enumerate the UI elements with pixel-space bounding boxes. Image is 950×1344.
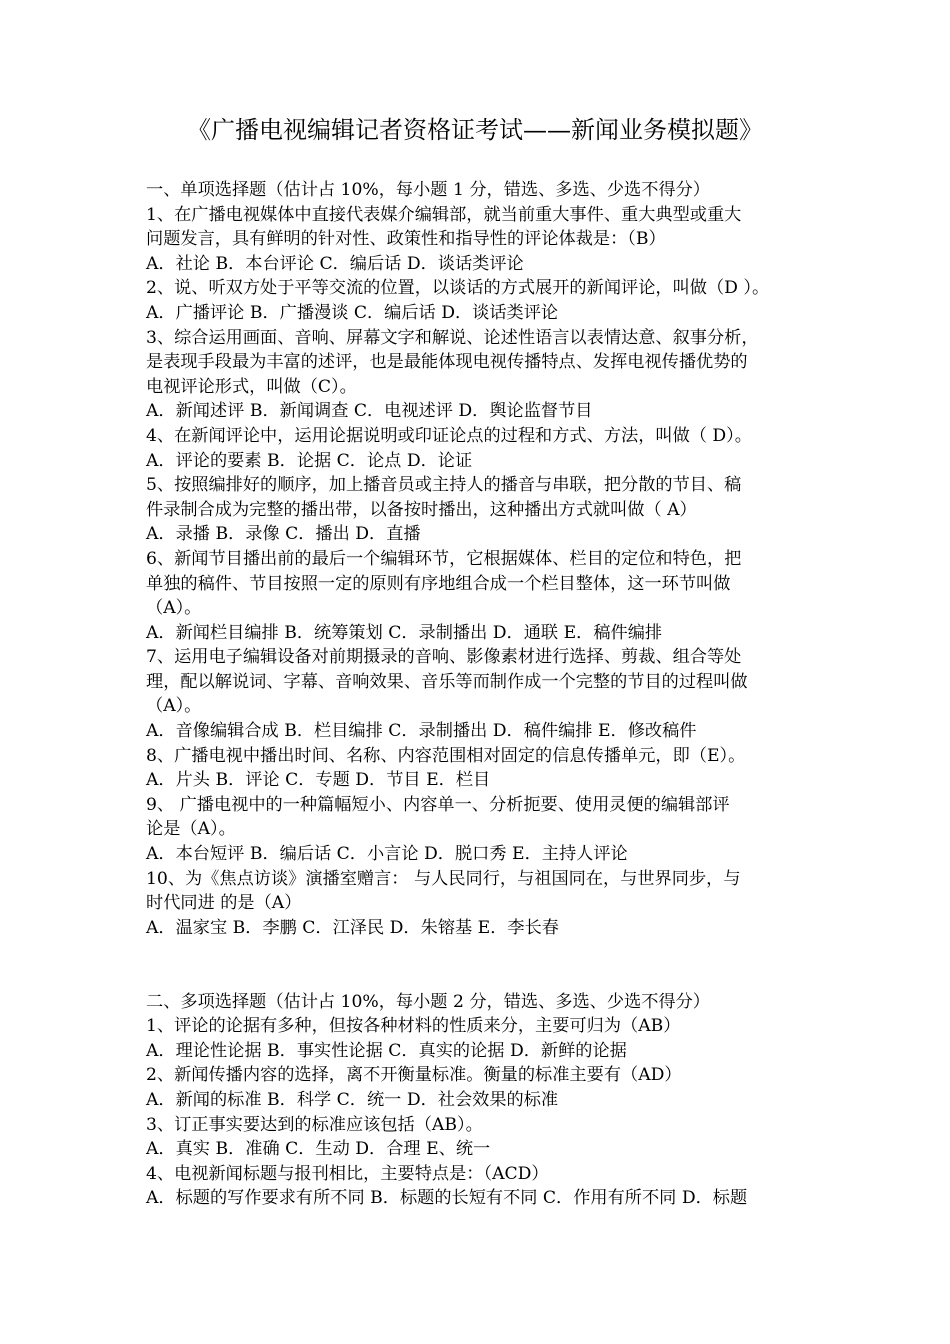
section1-line: 是表现手段最为丰富的述评，也是最能体现电视传播特点、发挥电视传播优势的	[146, 352, 748, 373]
section2-line: 1、评论的论据有多种，但按各种材料的性质来分，主要可归为（AB）	[146, 1016, 681, 1037]
section1-line: 6、新闻节目播出前的最后一个编辑环节，它根据媒体、栏目的定位和特色，把	[146, 548, 742, 569]
section1-line: 时代同进 的是（A）	[146, 893, 302, 914]
section1-line: A．评论的要素 B．论据 C．论点 D．论证	[146, 450, 473, 471]
section1-line: （A）。	[146, 696, 202, 717]
section1-line: 7、运用电子编辑设备对前期摄录的音响、影像素材进行选择、剪裁、组合等处	[146, 647, 742, 668]
section1-line: 10、为《焦点访谈》演播室赠言： 与人民同行，与祖国同在，与世界同步，与	[146, 868, 741, 889]
section1-line: 3、综合运用画面、音响、屏幕文字和解说、论述性语言以表情达意、叙事分析，	[146, 327, 759, 348]
section1-line: 8、广播电视中播出时间、名称、内容范围相对固定的信息传播单元，即（E）。	[146, 745, 746, 766]
section1-line: A．新闻栏目编排 B．统筹策划 C．录制播出 D．通联 E．稿件编排	[146, 622, 663, 643]
section1-line: 问题发言，具有鲜明的针对性、政策性和指导性的评论体裁是：（B）	[146, 229, 666, 250]
section1-line: 4、在新闻评论中，运用论据说明或印证论点的过程和方式、方法，叫做（ D）。	[146, 425, 752, 446]
section2-line: A．真实 B．准确 C．生动 D．合理 E、统一	[146, 1139, 491, 1160]
section1-line: 论是（A）。	[146, 819, 236, 840]
section1-line: 2、说、听双方处于平等交流的位置，以谈话的方式展开的新闻评论，叫做（D ）。	[146, 278, 770, 299]
section2-line: A．新闻的标准 B．科学 C．统一 D．社会效果的标准	[146, 1089, 559, 1110]
section1-line: A．录播 B．录像 C．播出 D．直播	[146, 524, 421, 545]
section2-line: 3、订正事实要达到的标准应该包括（AB）。	[146, 1114, 483, 1135]
section1-line: （A）。	[146, 598, 202, 619]
section2-line: A．标题的写作要求有所不同 B．标题的长短有不同 C．作用有所不同 D．标题	[146, 1188, 748, 1209]
section1-line: 理，配以解说词、字幕、音响效果、音乐等而制作成一个完整的节目的过程叫做	[146, 671, 748, 692]
section1-line: 9、 广播电视中的一种篇幅短小、内容单一、分析扼要、使用灵便的编辑部评	[146, 794, 730, 815]
section1-line: A．广播评论 B．广播漫谈 C．编后话 D．谈话类评论	[146, 302, 559, 323]
section1-line: A．社论 B．本台评论 C．编后话 D．谈话类评论	[146, 253, 524, 274]
section1-line: 5、按照编排好的顺序，加上播音员或主持人的播音与串联，把分散的节目、稿	[146, 475, 742, 496]
document-title: 《广播电视编辑记者资格证考试——新闻业务模拟题》	[187, 116, 763, 144]
section1-line: 1、在广播电视媒体中直接代表媒介编辑部，就当前重大事件、重大典型或重大	[146, 204, 742, 225]
section1-line: A．音像编辑合成 B．栏目编排 C．录制播出 D．稿件编排 E．修改稿件	[146, 721, 697, 742]
section2-line: 4、电视新闻标题与报刊相比，主要特点是：（ACD）	[146, 1163, 549, 1184]
section1-line: 电视评论形式，叫做（C）。	[146, 376, 357, 397]
section1-line: 件录制合成为完整的播出带，以备按时播出，这种播出方式就叫做（ A）	[146, 499, 697, 520]
section1-line: A．片头 B．评论 C．专题 D．节目 E．栏目	[146, 770, 491, 791]
section1-line: A．新闻述评 B．新闻调查 C．电视述评 D．舆论监督节目	[146, 401, 593, 422]
section2-line: A．理论性论据 B．事实性论据 C．真实的论据 D．新鲜的论据	[146, 1040, 627, 1061]
section1-heading: 一、单项选择题（估计占 10%，每小题 1 分，错选、多选、少选不得分）	[146, 180, 710, 200]
section-gap	[146, 940, 816, 989]
section1-line: A．本台短评 B．编后话 C．小言论 D．脱口秀 E．主持人评论	[146, 844, 628, 865]
document-body	[146, 178, 816, 1211]
section2-heading: 二、多项选择题（估计占 10%，每小题 2 分，错选、多选、少选不得分）	[146, 991, 710, 1012]
section2-line: 2、新闻传播内容的选择，离不开衡量标准。衡量的标准主要有（AD）	[146, 1065, 682, 1086]
section1-line: A．温家宝 B．李鹏 C．江泽民 D．朱镕基 E．李长春	[146, 917, 559, 938]
section1-line: 单独的稿件、节目按照一定的原则有序地组合成一个栏目整体，这一环节叫做	[146, 573, 731, 594]
